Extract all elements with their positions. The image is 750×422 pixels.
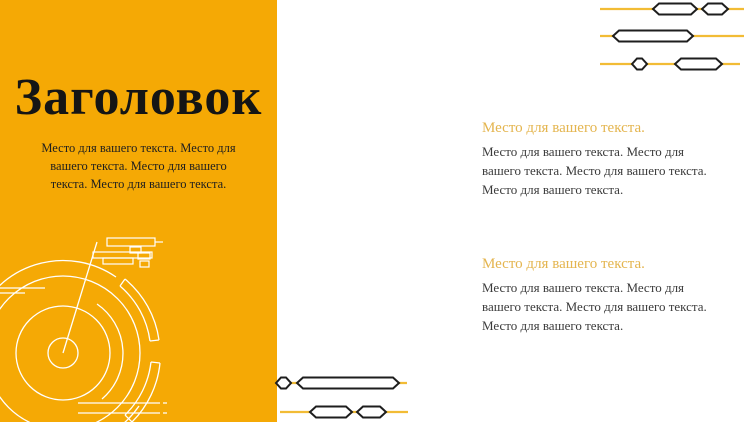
circuit-decoration-top-right [592, 0, 750, 75]
title-panel [0, 0, 277, 422]
node-capsule [357, 407, 386, 418]
section-1-heading: Место для вашего текста. [482, 120, 645, 136]
radar-gauge-icon [0, 222, 200, 422]
left-tick-lines [0, 288, 45, 293]
node-hexagon [276, 378, 291, 389]
node-capsule [702, 4, 728, 15]
callout-rect-cluster [93, 238, 163, 267]
node-capsule [613, 31, 693, 42]
node-capsule [297, 378, 399, 389]
section-2-heading: Место для вашего текста. [482, 256, 645, 272]
node-hexagon [632, 59, 647, 70]
node-capsule [675, 59, 722, 70]
slide-title: Заголовок [14, 69, 263, 126]
circuit-decoration-bottom [268, 362, 418, 422]
bottom-ruled-lines [78, 403, 167, 413]
intro-text: Место для вашего текста. Место для вашего текста. Место для вашего текста. Место для вашего текста. [41, 141, 236, 191]
section-2-body: Место для вашего текста. Место для вашего текста. Место для вашего текста. Место для вашего текста. [482, 280, 707, 333]
radar-bracket-upper [120, 279, 159, 341]
text-section-1 [482, 118, 724, 199]
text-section-2 [482, 254, 724, 335]
section-1-body: Место для вашего текста. Место для вашего текста. Место для вашего текста. Место для вашего текста. [482, 144, 707, 197]
node-capsule [310, 407, 352, 418]
node-capsule [653, 4, 697, 15]
radar-needle [63, 242, 97, 353]
